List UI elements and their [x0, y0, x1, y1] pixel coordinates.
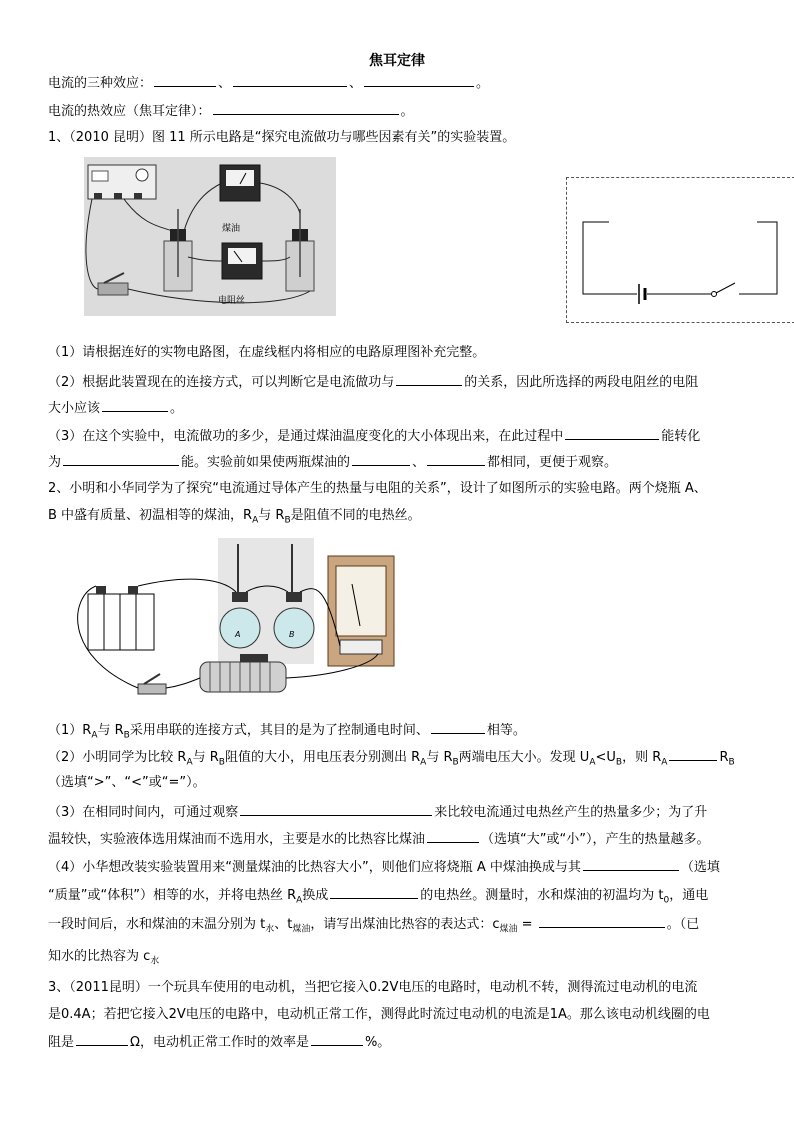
blank[interactable]	[583, 856, 679, 871]
subscript: B	[123, 730, 130, 741]
q2-part2-line1	[48, 746, 735, 774]
q1-stem: 1、（2010 昆明）图 11 所示电路是“探究电流做功与哪些因素有关”的实验装置。	[48, 130, 516, 145]
subscript: B	[218, 757, 225, 768]
blank[interactable]	[669, 746, 717, 761]
fig-label-kerosene: 煤油	[222, 224, 241, 234]
text: 阻是	[48, 1035, 75, 1050]
text: 知水的比热容为 c	[48, 949, 151, 964]
separator: 、	[349, 76, 363, 91]
text: 一段时间后，水和煤油的末温分别为 t	[48, 917, 266, 932]
q1-part2-line2	[48, 397, 183, 420]
text: ，请写出煤油比热容的表达式：c	[310, 917, 500, 932]
text: （选填	[680, 860, 720, 875]
q3-line2: 是0.4A；若把它接入2V电压的电路中，电动机正常工作，测得此时流过电动机的电流是1A。那么该电动机线圈的电	[48, 1007, 710, 1022]
subscript: A	[420, 757, 427, 768]
text: （1）R	[48, 723, 92, 738]
subscript: 煤油	[292, 924, 311, 935]
text: 、	[412, 455, 426, 470]
text: 能转化	[661, 429, 701, 444]
subscript: A	[589, 757, 596, 768]
q2-part2-line2: （选填“>”、“<”或“=”）。	[48, 775, 206, 790]
text: （选填“大”或“小”），产生的热量越多。	[481, 832, 710, 847]
q1-part2-line1	[48, 371, 698, 394]
subscript: A	[252, 515, 259, 526]
text: 。	[170, 401, 184, 416]
blank[interactable]	[63, 451, 179, 466]
text: 与 R	[426, 750, 453, 765]
flask-a-label: A	[235, 630, 241, 639]
blank[interactable]	[311, 1031, 363, 1046]
text: 能。实验前如果使两瓶煤油的	[181, 455, 351, 470]
subscript: B	[452, 757, 459, 768]
text: 是阻值不同的电热丝。	[290, 508, 421, 523]
blank[interactable]	[396, 371, 462, 386]
text: 、t	[274, 917, 293, 932]
text: 两端电压大小。发现 U	[458, 750, 590, 765]
blank[interactable]	[102, 397, 168, 412]
q1-part3-line2	[48, 451, 617, 474]
subscript: 水	[150, 956, 160, 967]
text: 与 R	[258, 508, 285, 523]
blank[interactable]	[240, 801, 432, 816]
blank[interactable]	[427, 828, 479, 843]
subscript: 水	[265, 924, 275, 935]
text: （2）根据此装置现在的连接方式，可以判断它是电流做功与	[48, 375, 395, 390]
text: 换成	[302, 888, 329, 903]
text: 与 R	[97, 723, 124, 738]
subscript: 0	[663, 895, 670, 906]
period: 。	[400, 104, 414, 119]
text: 大小应该	[48, 401, 101, 416]
three-effects-label: 电流的三种效应：	[48, 76, 153, 91]
blank[interactable]	[427, 451, 485, 466]
blank[interactable]	[233, 72, 347, 87]
blank[interactable]	[364, 72, 474, 87]
text: （2）小明同学为比较 R	[48, 750, 187, 765]
q1-part3-line1	[48, 425, 700, 448]
text: ，则 R	[622, 750, 662, 765]
text: ，通电	[669, 888, 709, 903]
text: （3）在这个实验中，电流做功的多少，是通过煤油温度变化的大小体现出来，在此过程中	[48, 429, 564, 444]
flask-b-label: B	[289, 630, 295, 639]
text: B 中盛有质量、初温相等的煤油，R	[48, 508, 253, 523]
separator: 、	[218, 76, 232, 91]
blank[interactable]	[539, 913, 665, 928]
text: R	[719, 750, 729, 765]
three-effects-line	[48, 72, 489, 95]
text: 都相同，更便于观察。	[487, 455, 618, 470]
subscript: B	[615, 757, 623, 768]
q2-part4-line4	[48, 946, 159, 973]
text: Ω，电动机正常工作时的效率是	[130, 1035, 309, 1050]
fig-label-wire: 电阻丝	[218, 296, 246, 306]
text: “质量”或“体积”）相等的水，并将电热丝 R	[48, 888, 297, 903]
blank[interactable]	[352, 451, 410, 466]
q2-stem-line1: 2、小明和小华同学为了探究“电流通过导体产生的热量与电阻的关系”，设计了如图所示的实验电路。两个烧瓶 A、	[48, 481, 707, 496]
text: （3）在相同时间内，可通过观察	[48, 805, 239, 820]
q2-part3-line2	[48, 828, 709, 851]
blank[interactable]	[330, 884, 418, 899]
subscript: A	[186, 757, 193, 768]
q2-part4-line2	[48, 884, 708, 912]
text: 阻值的大小，用电压表分别测出 R	[224, 750, 421, 765]
text: <U	[595, 750, 616, 765]
partial-circuit-diagram	[567, 178, 794, 322]
subscript: 煤油	[499, 924, 518, 935]
text: 为	[48, 455, 62, 470]
q2-circuit-figure	[60, 536, 410, 706]
text: 与 R	[192, 750, 219, 765]
subscript: A	[91, 730, 98, 741]
q2-part1	[48, 719, 526, 747]
subscript: B	[728, 757, 735, 768]
text: 温较快，实验液体选用煤油而不选用水，主要是水的比热容比煤油	[48, 832, 426, 847]
switch-lever	[716, 283, 735, 293]
text: （4）小华想改装实验装置用来“测量煤油的比热容大小”，则他们应将烧瓶 A 中煤油换成与其	[48, 860, 581, 875]
circuit-answer-box[interactable]	[566, 177, 794, 323]
q3-line1: 3、（2011昆明）一个玩具车使用的电动机，当把它接入0.2V电压的电路时，电动机不转，测得流过电动机的电流	[48, 980, 698, 995]
blank[interactable]	[154, 72, 216, 87]
q2-stem-line2	[48, 505, 421, 532]
q2-part3-line1	[48, 801, 707, 824]
q1-part1: （1）请根据连好的实物电路图，在虚线框内将相应的电路原理图补充完整。	[48, 345, 486, 360]
subscript: B	[284, 515, 291, 526]
q1-apparatus-drawing	[84, 157, 336, 316]
blank[interactable]	[565, 425, 659, 440]
text: 采用串联的连接方式，其目的是为了控制通电时间、	[129, 723, 429, 738]
switch-contact	[712, 292, 717, 297]
q2-part4-line3	[48, 913, 699, 941]
text: 的电热丝。测量时，水和煤油的初温均为 t	[420, 888, 664, 903]
q3-line3	[48, 1031, 390, 1054]
text: =	[517, 917, 537, 932]
q2-apparatus-drawing	[60, 536, 410, 706]
text: 相等。	[486, 723, 526, 738]
blank[interactable]	[431, 719, 485, 734]
heat-effect-label: 电流的热效应（焦耳定律）：	[48, 104, 211, 119]
period: 。	[476, 76, 490, 91]
page-title: 焦耳定律	[369, 53, 425, 69]
q1-apparatus-photo	[84, 157, 336, 316]
subscript: A	[661, 757, 668, 768]
text: 的关系，因此所选择的两段电阻丝的电阻	[464, 375, 699, 390]
heat-effect-line	[48, 100, 414, 123]
text: %。	[364, 1035, 391, 1050]
blank[interactable]	[76, 1031, 128, 1046]
blank[interactable]	[213, 100, 399, 115]
subscript: A	[296, 895, 303, 906]
text: 来比较电流通过电热丝产生的热量多少；为了升	[434, 805, 708, 820]
text: 。（已	[666, 917, 700, 932]
q2-part4-line1	[48, 856, 720, 879]
